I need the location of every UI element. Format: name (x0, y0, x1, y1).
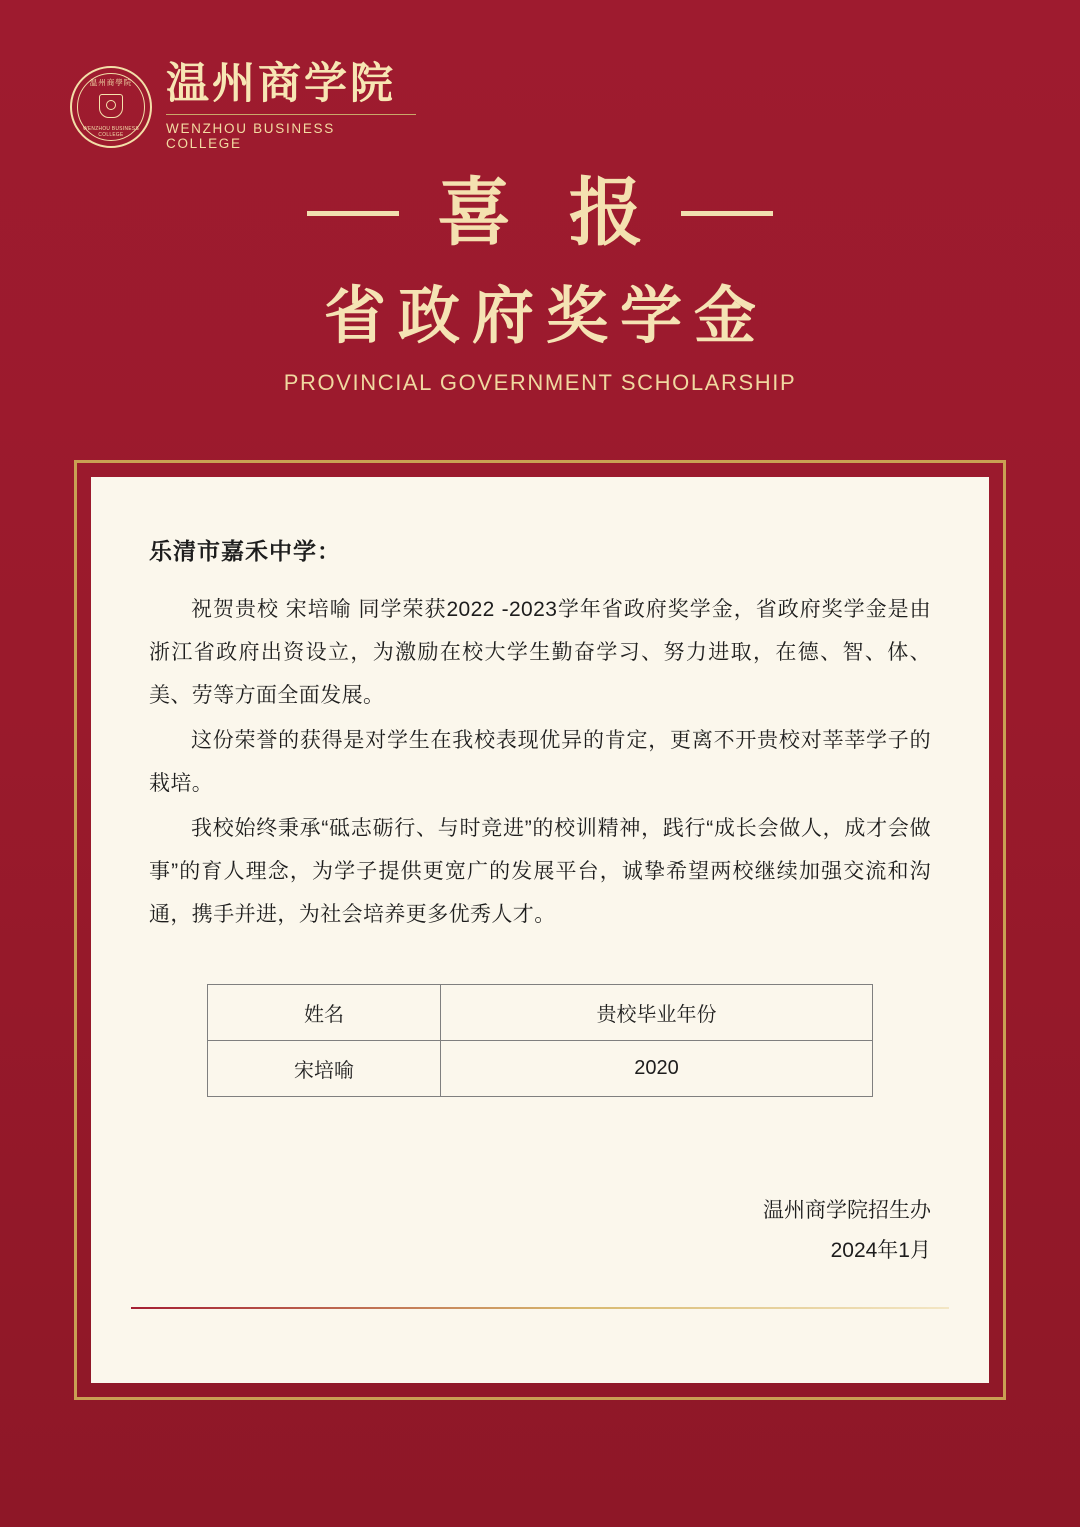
school-logo (70, 59, 416, 152)
footer-divider (131, 1307, 949, 1309)
letter-body (91, 477, 989, 1383)
table-header-name: 姓名 (208, 985, 441, 1041)
letter-addressee: 乐清市嘉禾中学： (149, 538, 341, 564)
student-table (207, 984, 873, 1097)
table-cell-name: 宋培喻 (208, 1041, 441, 1097)
signature-block (763, 1191, 931, 1271)
letter-card (74, 460, 1006, 1400)
table-header-row (208, 985, 873, 1041)
seal-book-icon (99, 94, 123, 118)
signature-date: 2024年1月 (830, 1239, 931, 1263)
table-cell-grad-year: 2020 (441, 1041, 873, 1097)
banner-dash-left (307, 211, 399, 216)
logo-name-en: WENZHOU BUSINESS COLLEGE (166, 114, 416, 151)
table-header-grad-year: 贵校毕业年份 (441, 985, 873, 1041)
banner-title (0, 170, 1080, 256)
letter-paragraph-3: 我校始终秉承“砥志砺行、与时竞进”的校训精神，践行“成长会做人，成才会做事”的育人理念，为学子提供更宽广的发展平台，诚挚希望两校继续加强交流和沟通，携手并进，为社会培养更多优秀人才。 (149, 817, 931, 927)
school-seal-icon (70, 66, 152, 148)
signature-org: 温州商学院招生办 (763, 1199, 931, 1223)
logo-name-cn: 温州商学院 (166, 59, 396, 109)
page-title: 省政府奖学金 (323, 279, 768, 352)
page-subtitle-en: PROVINCIAL GOVERNMENT SCHOLARSHIP (283, 370, 797, 395)
logo-wordmark (166, 59, 416, 152)
seal-bottom-text: WENZHOU BUSINESS COLLEGE (82, 125, 140, 138)
banner-dash-right (681, 211, 773, 216)
table-row (208, 1041, 873, 1097)
letter-paragraph-2: 这份荣誉的获得是对学生在我校表现优异的肯定，更离不开贵校对莘莘学子的栽培。 (149, 729, 931, 796)
letter-paragraph-1: 祝贺贵校 宋培喻 同学荣获2022 -2023学年省政府奖学金，省政府奖学金是由浙江省政府出资设立，为激励在校大学生勤奋学习、努力进取，在德、智、体、美、劳等方面全面发展。 (149, 598, 931, 708)
seal-top-text: 温州商學院 (89, 77, 133, 87)
banner-title-text: 喜 报 (437, 170, 659, 256)
